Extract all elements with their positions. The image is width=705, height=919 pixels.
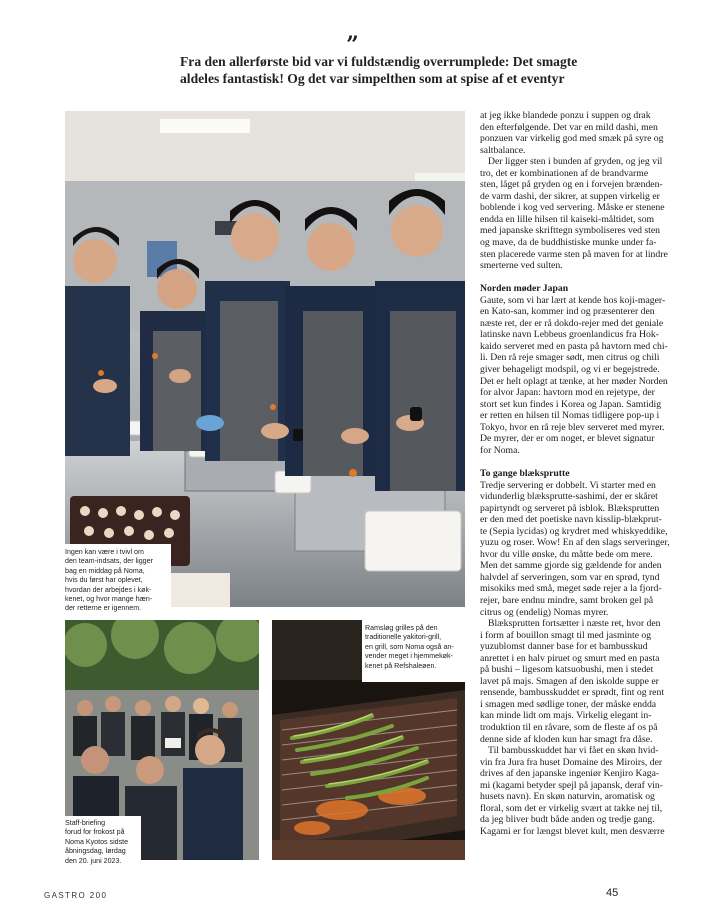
article-line: li. Den rå reje smager sødt, men citrus og chili bbox=[480, 352, 660, 364]
article-line: boblende i kog ved servering. Måske er stenene bbox=[480, 202, 665, 214]
article-line: endda en lille hilsen til kaiseki-måltidet, som bbox=[480, 213, 655, 225]
article-line: sten, låget på gryden og en i forvejen brænden- bbox=[480, 179, 663, 191]
article-line: sten placerede varme sten på maven for at lindre bbox=[480, 248, 668, 260]
quote-mark: ” bbox=[346, 32, 359, 58]
pull-quote-line: Fra den allerførste bid var vi fuldstændig overrumplede: Det smagte bbox=[180, 54, 578, 69]
caption-line: en grill, som Noma også an- bbox=[365, 642, 454, 651]
paragraph-gap bbox=[480, 272, 675, 284]
caption-line: traditionelle yakitori-grill, bbox=[365, 633, 442, 642]
kitchen-photo-caption bbox=[65, 544, 171, 612]
article-line: hvor du ville ønske, du måtte bede om mere. bbox=[480, 548, 653, 560]
article-line: Kagami er for længst blevet kult, men desværre bbox=[480, 825, 665, 837]
article-line: mi (kagami betyder spejl på japansk, deraf vin- bbox=[480, 779, 663, 791]
caption-line: bag en middag på Noma, bbox=[65, 566, 145, 575]
pull-quote-line: aldeles fantastisk! Og det var simpelthen som at spise af et eventyr bbox=[180, 71, 565, 86]
article-line: er den med det poetiske navn kisslip-blækprut- bbox=[480, 514, 662, 526]
article-line: da jeg bliver budt både anden og tredje gang. bbox=[480, 814, 655, 826]
article-line: De myrer, der er om noget, er blevet signatur bbox=[480, 433, 655, 445]
article-line: yuzublomst danner base for et bambusskud bbox=[480, 641, 648, 653]
article-line: halvdel af serveringen, som var en sprød, tynd bbox=[480, 571, 660, 583]
article-line: den efterfølgende. Det var en mild dashi, men bbox=[480, 121, 658, 133]
article-line: Der ligger sten i bunden af gryden, og jeg vil bbox=[488, 156, 663, 168]
kitchen-photo bbox=[65, 111, 465, 607]
article-line: kan minde lidt om majs. Virkelig elegant in- bbox=[480, 710, 652, 722]
caption-line: hvis du først har oplevet, bbox=[65, 576, 143, 585]
caption-line: åbningsdag, lørdag bbox=[65, 847, 126, 856]
article-line: drives af den japanske ingeniør Kenjiro Kaga- bbox=[480, 768, 660, 780]
article-line: på bushi – ligesom katsuobushi, men i stedet bbox=[480, 664, 654, 676]
caption-line: hvordan der arbejdes i køk- bbox=[65, 585, 152, 594]
article-line: te (Sepia lycidas) og krydret med whiskyeddike, bbox=[480, 525, 668, 537]
article-line: rejer, bare endnu mindre, samt broken gel på bbox=[480, 594, 654, 606]
caption-line: kenet, og hvor mange hæn- bbox=[65, 595, 153, 604]
article-line: ponzuen var virkelig god med smæk på syre og bbox=[480, 133, 664, 145]
article-line: stort set kun findes i Korea og Japan. Samtidig bbox=[480, 398, 662, 410]
article-line: Gaute, som vi har lært at kende hos koji-mager- bbox=[480, 294, 666, 306]
article-line: for alvor Japan: havtorn mod en rejetype, der bbox=[480, 387, 655, 399]
article-line: latinske navn Lebbeus groenlandicus fra Hok- bbox=[480, 329, 659, 341]
article-line: at jeg ikke blandede ponzu i suppen og drak bbox=[480, 110, 651, 121]
article-line: vin fra Jura fra huset Domaine des Miroirs, der bbox=[480, 756, 663, 768]
article-line: Tokyo, hvor en rå reje blev serveret med myrer. bbox=[480, 421, 665, 433]
article-line: denne side af kloden kun har smagt fra dåse. bbox=[480, 733, 653, 745]
section-heading: To gange blæksprutte bbox=[480, 467, 570, 479]
magazine-name: GASTRO 200 bbox=[44, 891, 108, 900]
article-line: en Kato-san, kommer ind og præsenterer den bbox=[480, 306, 655, 318]
article-line: er retten en hilsen til Nomas tidligere pop-up i bbox=[480, 410, 660, 422]
article-line: i smagen med sødlige toner, der måske endda bbox=[480, 698, 657, 710]
article-line: næste ret, der er rå dokdo-rejer med det geniale bbox=[480, 317, 664, 329]
article-line: saltbalance. bbox=[480, 144, 526, 156]
caption-line: Noma Kyotos sidste bbox=[65, 837, 129, 846]
article-line: de varm dashi, der sikrer, at suppen virkelig er bbox=[480, 190, 660, 202]
article-line: citrus og (endelig) Nomas myrer. bbox=[480, 606, 609, 618]
caption-line: Staff-briefing bbox=[65, 819, 106, 827]
article-line: lavet på majs. Smagen af den iskolde suppe er bbox=[480, 675, 659, 687]
article-line: for Noma. bbox=[480, 444, 520, 456]
article-line: rensende, bambusskuddet er sprødt, fint og rent bbox=[480, 687, 665, 699]
caption-line: vender meget i hjemmekøk- bbox=[365, 652, 453, 661]
article-line: papirtyndt og serveret på isblok. Blæksprutten bbox=[480, 502, 660, 514]
caption-line: forud for frokost på bbox=[65, 828, 125, 837]
article-line: anrettet i en halv piruet og smurt med en pasta bbox=[480, 652, 660, 664]
article-line: med japanske skrifttegn symboliseres ved sten bbox=[480, 225, 660, 237]
article-line: yuzu og roser. Wow! En af den slags serveringer, bbox=[480, 537, 670, 549]
article-line: og mave, da de buddhistiske munke under fa- bbox=[480, 237, 657, 249]
article-line: Tredje servering er dobbelt. Vi starter med en bbox=[480, 479, 656, 491]
caption-line: kenet på Refshaleøen. bbox=[365, 661, 437, 670]
caption-line: Ramsløg grilles på den bbox=[365, 624, 438, 632]
caption-line: der retterne er igennem. bbox=[65, 604, 142, 613]
caption-line: den 20. juni 2023. bbox=[65, 856, 122, 865]
article-line: tro, det er kombinationen af de brandvarme bbox=[480, 167, 649, 179]
pull-quote bbox=[180, 53, 578, 87]
article-text-column bbox=[480, 110, 675, 837]
article-line: i form af bouillon smagt til med jasminte og bbox=[480, 629, 652, 641]
article-line: misokiks med små, meget søde rejer a la fjord- bbox=[480, 583, 662, 595]
article-line: Til bambusskuddet har vi fået en skøn hvid- bbox=[488, 745, 659, 757]
article-line: kaido serveret med en pasta på havtorn med chi- bbox=[480, 340, 668, 352]
article-line: smerterne ved sulten. bbox=[480, 260, 563, 272]
article-line: Blæksprutten fortsætter i næste ret, hvor den bbox=[488, 618, 661, 630]
caption-line: Ingen kan være i tvivl om bbox=[65, 548, 144, 556]
staff-briefing-caption bbox=[65, 816, 141, 867]
article-line: vidunderlig blæksprutte-sashimi, der er skåret bbox=[480, 491, 658, 503]
section-heading: Norden møder Japan bbox=[480, 283, 569, 295]
article-line: Men det samme gjorde sig gældende for anden bbox=[480, 560, 662, 572]
article-line: troduktion til en råvare, som de fleste af os på bbox=[480, 721, 658, 733]
article-line: giver behageligt modspil, og vi er begejstrede. bbox=[480, 364, 660, 376]
caption-line: den team-indsats, der ligger bbox=[65, 557, 153, 566]
article-line: husets navn). En skøn naturvin, aromatisk og bbox=[480, 791, 655, 803]
page-number: 45 bbox=[606, 887, 619, 899]
article-line: floral, som det er virkelig svært at takke nej til, bbox=[480, 802, 663, 814]
grill-photo-caption bbox=[362, 620, 468, 682]
paragraph-gap bbox=[480, 456, 675, 468]
article-line: Det er helt oplagt at tænke, at her møder Norden bbox=[480, 375, 668, 387]
